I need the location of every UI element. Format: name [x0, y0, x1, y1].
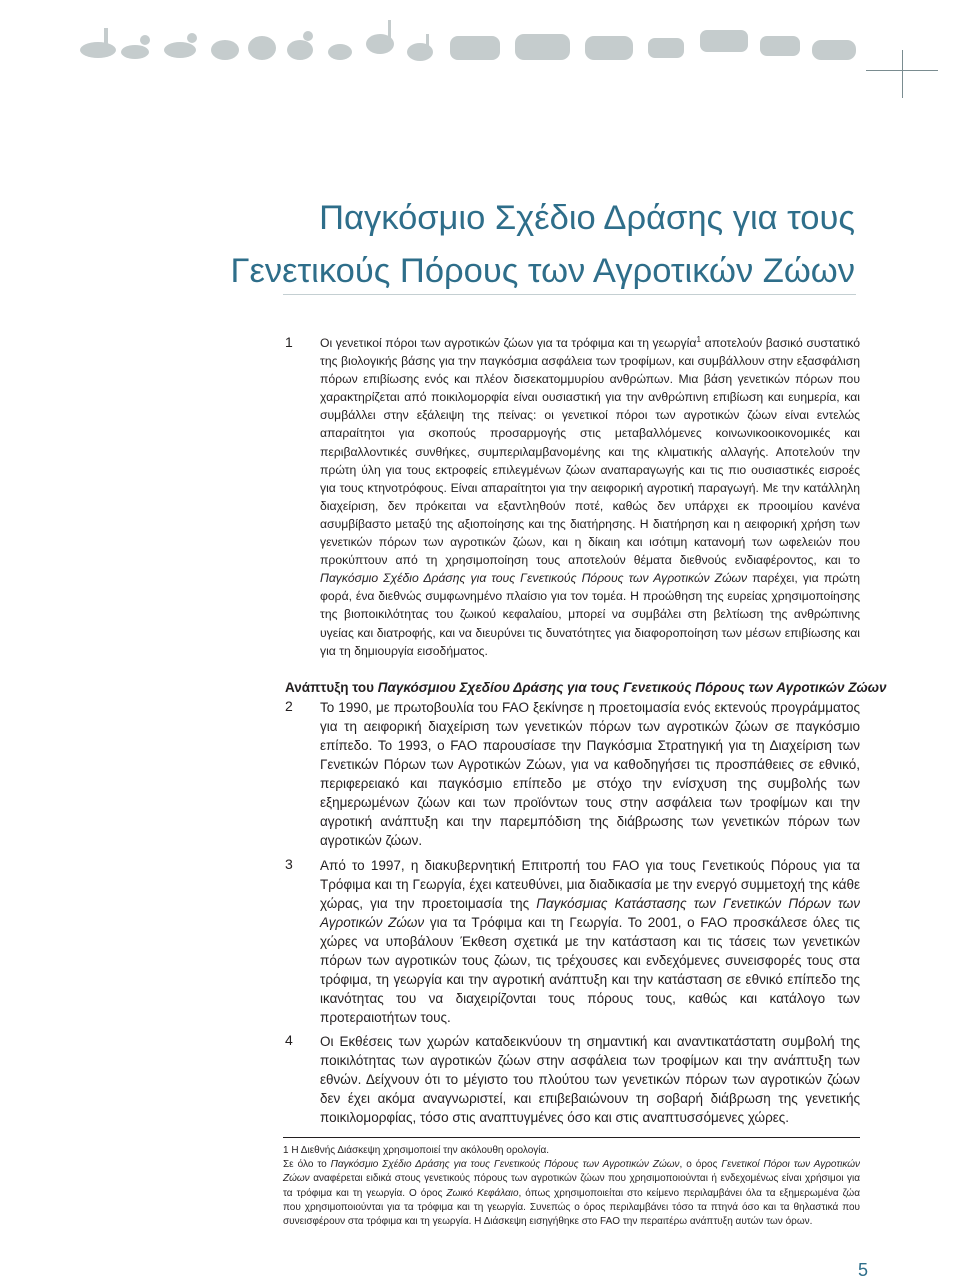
paragraph-number-1: 1	[285, 334, 293, 350]
paragraph-4: Οι Εκθέσεις των χωρών καταδεικνύουν τη σημαντική και αναντικατάστατη συμβολή της ποικιλότητας των αγροτικών ζώων στην ασφάλεια των τροφίμων και την ανάπτυξη των εθνών. Δείχνουν ότι το μέγιστο του πλούτου των γενετικών πόρων των αγροτικών ζώων δεν έχει ακόμα αναγνωριστεί, και επιβεβαιώνουν τη σοβαρή διάβρωση της γενετικής ποικιλομορφίας, τόσο στις αναπτυγμένες όσο και στις αναπτυσσόμενες χώρες.	[320, 1034, 860, 1125]
paragraph-2: Το 1990, με πρωτοβουλία του FAO ξεκίνησε η προετοιμασία ενός εκτενούς προγράμματος για τη αειφορική διαχείριση των γενετικών πόρων των αγροτικών ζώων σε παγκόσμιο επίπεδο. Το 1993, ο FAO παρουσίασε την Παγκόσμια Στρατηγική για τη Διαχείριση των Γενετικών Πόρων των Αγροτικών Ζώων, για να καθοδηγήσει τις προσπάθειες σε εθνικό, περιφερειακό και παγκόσμιο επίπεδο με στόχο την ενίσχυση της συμβολής των εξημερωμένων ζώων και των προϊόντων τους στην ασφάλεια των τροφίμων και την αγροτική ανάπτυξη και την παρεμπόδιση της διάβρωσης των γενετικών πόρων των αγροτικών ζώων.	[320, 700, 860, 848]
quail-icon	[328, 44, 352, 60]
pheasant-icon	[164, 42, 196, 58]
paragraph-number-3: 3	[285, 856, 293, 872]
donkey-icon	[760, 36, 800, 56]
paragraph-number-4: 4	[285, 1032, 293, 1048]
paragraph-1: Οι γενετικοί πόροι των αγροτικών ζώων για τα τρόφιμα και τη γεωργία$^1$ αποτελούν βασικό συστατικό της βιολογικής βάσης για την παγκόσμια ασφάλεια των τροφίμων, και συμβάλλουν στην εξασφάλιση πόρων επιβίωσης ενός και πλέον δισεκατομμυρίου ανθρώπων. Μια βάση γενετικών πόρων που χαρακτηρίζεται από ποικιλομορφία είναι ουσιαστική για την ανθρώπινη επιβίωση και ευημερία, και συμβάλλει στην εξάλειψη της πείνας: οι γενετικοί πόροι των αγροτικών ζώων είναι εντελώς απαραίτητοι για σκοπούς προσαρμογής στις μεταβαλλόμενες κοινωνικοοικονομικές και περιβαλλοντικές συνθήκες, συμπεριλαμβανομένης και της κλιματικής αλλαγής. Αποτελούν την πρώτη ύλη για τους εκτροφείς επιλεγμένων ζώων αναπαραγωγής και τις πιο ουσιαστικές εισροές για τους κτηνοτρόφους. Είναι απαραίτητοι για την αειφορική αγροτική παραγωγή. Με την κατάλληλη διαχείριση, δεν πρόκειται να εξαντληθούν ποτέ, καθώς δεν υπάρχει εκ προοιμίου κανένα ασυμβίβαστο μεταξύ της αξιοποίησης και της διατήρησης. Η διατήρηση και η αειφορική χρήση των γενετικών πόρων των αγροτικών ζώων, και η δίκαιη και ισότιμη κατανομή των ωφελειών που προκύπτουν από τη χρησιμοποίηση τους αποτελούν θέματα διεθνούς ενδιαφέροντος, και το Παγκόσμιο Σχέδιο Δράσης για τους Γενετικούς Πόρους των Αγροτικών Ζώων παρέχει, για πρώτη φορά, ένα διεθνώς συμφωνημένο πλαίσιο για τον τομέα. Η προώθηση της ευρείας χρησιμοποίησης της βιοποικιλότητας του ζωικού κεφαλαίου, μπορεί να συμβάλει στη βελτίωση της ανθρώπινης υγείας και διατροφής, και να διευρύνει τις δυνατότητες για διαφοροποίηση των μέσων επιβίωσης και για τη δημιουργία εισοδήματος.	[320, 333, 860, 658]
goose-icon	[80, 42, 116, 58]
animal-silhouette-banner	[0, 0, 960, 78]
turkey-icon	[248, 36, 276, 60]
pig-icon	[812, 40, 856, 60]
page-title	[150, 192, 855, 298]
title-rule	[283, 294, 856, 295]
title-line-2: Γενετικούς Πόρους των Αγροτικών Ζώων	[230, 252, 855, 290]
guineafowl-icon	[211, 40, 239, 60]
footnote-1-heading: 1 Η Διεθνής Διάσκεψη χρησιμοποιεί την ακόλουθη ορολογία.	[283, 1145, 550, 1156]
footnote-ref: 1	[696, 333, 702, 344]
crop-mark-horizontal	[866, 70, 938, 71]
horse-icon	[700, 30, 748, 52]
paragraph-number-2: 2	[285, 698, 293, 714]
title-line-1: Παγκόσμιο Σχέδιο Δράσης για τους	[319, 199, 855, 237]
goat-icon	[648, 38, 684, 58]
footnote-1-body: Σε όλο το Παγκόσμιο Σχέδιο Δράσης για τους Γενετικούς Πόρους των Αγροτικών Ζώων, ο όρος Γενετικοί Πόροι των Αγροτικών Ζώων αναφέρεται ειδικά στους γενετικούς πόρους των αγροτικών ζώων που χρησιμοποιούνται ή ενδεχομένως είναι χρήσιμοι για τα τρόφιμα και τη γεωργία. Ο όρος Ζωικό Κεφάλαιο, όπως χρησιμοποιείται στο κείμενο περιλαμβάνει όλα τα εξημερωμένα ζώα που χρησιμοποιούνται για τα τρόφιμα και τη γεωργία. Συνεπώς ο όρος περιλαμβάνει τόσο τα πτηνά όσο και τα θηλαστικά που συνεισφέρουν στα τρόφιμα και τη γεωργία. Η Διάσκεψη εισηγήθηκε στο FAO την περαιτέρω ανάπτυξη αυτών των όρων.	[283, 1159, 860, 1228]
section-heading: Ανάπτυξη του Παγκόσμιου Σχεδίου Δράσης για τους Γενετικούς Πόρους των Αγροτικών Ζώων	[285, 680, 887, 695]
yak-icon	[585, 36, 633, 60]
page-number: 5	[858, 1260, 869, 1280]
footnote-rule	[283, 1137, 860, 1138]
rabbit-icon	[407, 43, 433, 61]
duck-icon	[121, 45, 149, 59]
buffalo-icon	[515, 34, 570, 60]
cattle-icon	[450, 36, 500, 60]
paragraph-3: Από το 1997, η διακυβερνητική Επιτροπή του FAO για τους Γενετικούς Πόρους για τα Τρόφιμα και τη Γεωργία, έχει κατευθύνει, μια διαδικασία με την ενεργό συμμετοχή της κάθε χώρας, για την προετοιμασία της Παγκόσμιας Κατάστασης των Γενετικών Πόρων των Αγροτικών Ζώων για τα Τρόφιμα και τη Γεωργία. Το 2001, ο FAO προσκάλεσε όλες τις χώρες να υποβάλουν Έκθεση σχετικά με την κατάσταση και τις τάσεις των γενετικών πόρων των αγροτικών τους ζώων, τις τρέχουσες και ενδεχόμενες συνεισφορές τους στα τρόφιμα, τη γεωργία και την αγροτική ανάπτυξη και την κατάσταση σε εθνικό επίπεδο της ικανότητας του να διαχειρίζονται τους πόρους τους, καθώς και κατάλογο των προτεραιοτήτων τους.	[320, 858, 861, 1025]
chicken-icon	[287, 40, 313, 60]
crop-mark-vertical	[902, 50, 903, 98]
